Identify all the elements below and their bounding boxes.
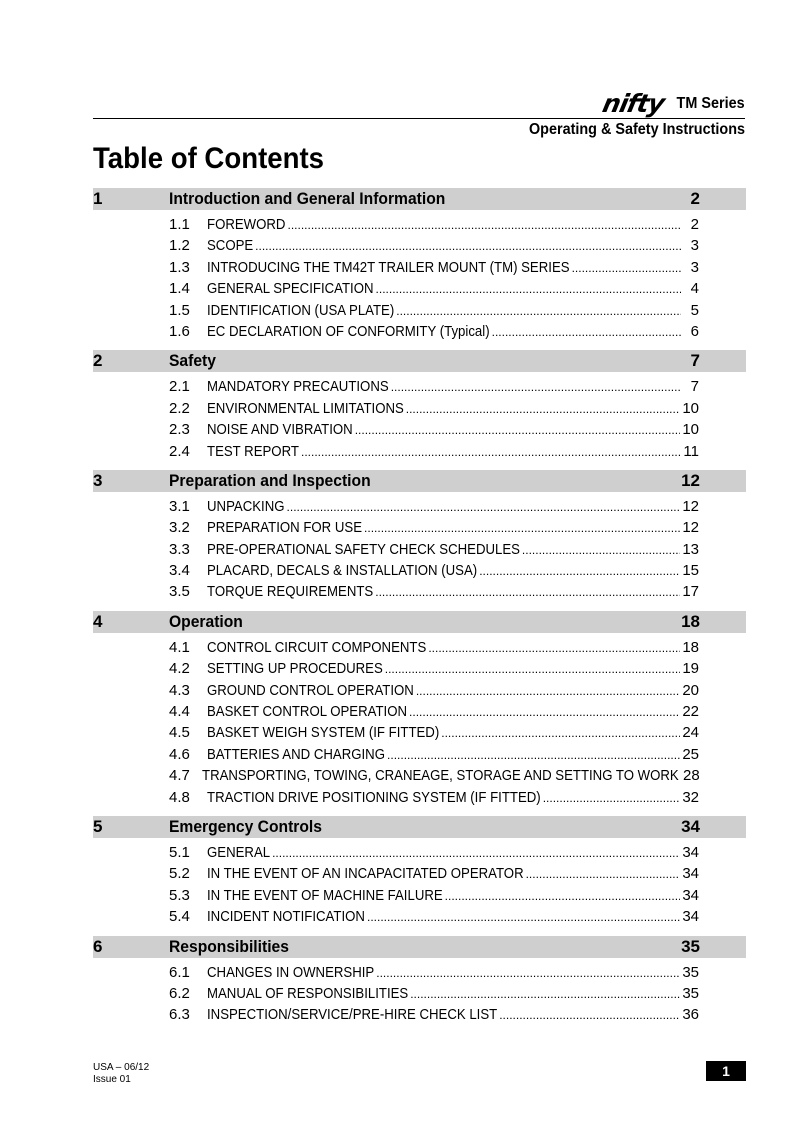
toc-section <box>93 350 746 470</box>
toc-entry[interactable] <box>169 378 699 399</box>
entry-number: 2.1 <box>169 378 190 396</box>
entry-page: 34 <box>682 865 699 883</box>
entry-number: 4.4 <box>169 703 190 721</box>
entry-number: 6.1 <box>169 963 190 981</box>
entry-number: 5.1 <box>169 843 190 861</box>
dot-leader <box>364 521 680 535</box>
entry-page: 18 <box>682 638 699 656</box>
entry-number: 3.3 <box>169 540 190 558</box>
entry-title: BATTERIES AND CHARGING <box>207 745 385 763</box>
entry-title: CHANGES IN OWNERSHIP <box>207 963 375 981</box>
entry-page: 19 <box>682 660 699 678</box>
entry-page: 34 <box>682 908 699 926</box>
entry-number: 2.4 <box>169 442 190 460</box>
toc-entry[interactable] <box>169 259 699 280</box>
toc-entry[interactable] <box>169 400 699 421</box>
section-title: Preparation and Inspection <box>169 470 371 490</box>
entry-number: 1.6 <box>169 322 190 340</box>
entry-number: 4.2 <box>169 660 190 678</box>
toc-entry[interactable] <box>169 421 699 442</box>
entry-page: 5 <box>690 301 699 319</box>
entry-title: TRACTION DRIVE POSITIONING SYSTEM (IF FITTED) <box>207 788 541 806</box>
toc-entry[interactable] <box>169 844 699 865</box>
entry-title: TORQUE REQUIREMENTS <box>207 583 374 601</box>
toc-entry[interactable] <box>169 583 699 604</box>
toc-section <box>93 936 746 1034</box>
dot-leader <box>376 966 680 980</box>
entry-page: 13 <box>682 540 699 558</box>
entry-number: 3.4 <box>169 562 190 580</box>
entry-number: 4.1 <box>169 638 190 656</box>
entry-page: 36 <box>682 1006 699 1024</box>
toc-entry[interactable] <box>169 767 699 788</box>
section-heading[interactable] <box>93 816 746 838</box>
toc-entry[interactable] <box>169 724 699 745</box>
dot-leader <box>376 282 681 296</box>
section-title: Introduction and General Information <box>169 189 446 208</box>
footer-region-date: USA – 06/12 <box>93 1062 150 1073</box>
toc-entry[interactable] <box>169 562 699 583</box>
entry-number: 1.2 <box>169 237 190 255</box>
entry-page: 3 <box>690 258 699 276</box>
dot-leader <box>445 889 681 903</box>
dot-leader <box>409 705 680 719</box>
entry-page: 34 <box>682 843 699 861</box>
entry-number: 5.2 <box>169 865 190 883</box>
section-number: 6 <box>93 936 103 956</box>
brand-row <box>93 89 745 118</box>
series-label: TM Series <box>676 95 745 112</box>
dot-leader <box>375 585 680 599</box>
dot-leader <box>391 380 681 394</box>
entry-page: 2 <box>690 216 699 233</box>
entry-title: MANUAL OF RESPONSIBILITIES <box>207 984 409 1002</box>
entry-page: 25 <box>682 745 699 763</box>
entry-page: 10 <box>682 421 699 439</box>
section-heading[interactable] <box>93 470 746 492</box>
entry-title: INSPECTION/SERVICE/PRE-HIRE CHECK LIST <box>207 1006 498 1024</box>
dot-leader <box>543 791 681 805</box>
entry-page: 3 <box>690 237 699 255</box>
dot-leader <box>387 748 680 762</box>
entry-title: BASKET CONTROL OPERATION <box>207 703 407 721</box>
toc-entry[interactable] <box>169 498 699 519</box>
toc-entry[interactable] <box>169 887 699 908</box>
entry-number: 6.2 <box>169 984 190 1002</box>
section-page: 2 <box>690 189 700 208</box>
section-number: 1 <box>93 189 103 208</box>
dot-leader <box>499 1008 680 1022</box>
entry-title: IN THE EVENT OF AN INCAPACITATED OPERATOR <box>207 865 524 883</box>
entry-number: 4.8 <box>169 788 190 806</box>
toc-entry[interactable] <box>169 519 699 540</box>
entry-title: INCIDENT NOTIFICATION <box>207 908 365 926</box>
header-rule <box>93 118 745 119</box>
document-subtitle: Operating & Safety Instructions <box>528 121 745 138</box>
entry-number: 3.2 <box>169 519 190 537</box>
entry-title: GENERAL SPECIFICATION <box>207 280 374 298</box>
dot-leader <box>396 304 681 318</box>
entry-page: 7 <box>690 378 699 396</box>
entry-page: 15 <box>682 562 699 580</box>
section-page: 34 <box>681 816 700 836</box>
entry-number: 1.5 <box>169 301 190 319</box>
entry-title: MANDATORY PRECAUTIONS <box>207 378 389 396</box>
entry-page: 6 <box>690 322 699 340</box>
section-title: Operation <box>169 611 243 631</box>
dot-leader <box>255 239 681 253</box>
toc-entry[interactable] <box>169 443 699 464</box>
entry-title: BASKET WEIGH SYSTEM (IF FITTED) <box>207 724 440 742</box>
table-of-contents <box>93 188 746 1034</box>
toc-entry[interactable] <box>169 908 699 929</box>
entry-page: 20 <box>682 681 699 699</box>
entry-number: 6.3 <box>169 1006 190 1024</box>
toc-entry[interactable] <box>169 682 699 703</box>
toc-entry[interactable] <box>169 789 699 810</box>
toc-entry[interactable] <box>169 746 699 767</box>
entry-page: 17 <box>682 583 699 601</box>
section-title: Responsibilities <box>169 936 289 956</box>
entry-page: 34 <box>682 886 699 904</box>
section-number: 5 <box>93 816 103 836</box>
dot-leader <box>522 543 680 557</box>
entry-page: 4 <box>690 280 699 298</box>
section-heading[interactable] <box>93 188 746 210</box>
nifty-logo: nifty <box>599 89 667 118</box>
entry-number: 4.5 <box>169 724 190 742</box>
footer-issue: Issue 01 <box>93 1074 131 1085</box>
entry-title: TEST REPORT <box>207 442 299 460</box>
section-number: 4 <box>93 611 103 631</box>
section-number: 2 <box>93 351 103 371</box>
section-title: Safety <box>169 351 216 371</box>
dot-leader <box>479 564 680 578</box>
entry-title: CONTROL CIRCUIT COMPONENTS <box>207 638 427 656</box>
dot-leader <box>492 325 681 339</box>
entry-number: 4.6 <box>169 745 190 763</box>
dot-leader <box>355 423 681 437</box>
dot-leader <box>272 846 680 860</box>
section-title: Emergency Controls <box>169 816 322 836</box>
toc-entry[interactable] <box>169 703 699 724</box>
dot-leader <box>367 910 680 924</box>
entry-title: FOREWORD <box>207 216 286 233</box>
dot-leader <box>526 867 681 881</box>
entry-number: 2.2 <box>169 399 190 417</box>
dot-leader <box>406 402 681 416</box>
entry-page: 32 <box>682 788 699 806</box>
entry-title: GROUND CONTROL OPERATION <box>207 681 414 699</box>
entry-title: SCOPE <box>207 237 254 255</box>
entry-number: 5.3 <box>169 886 190 904</box>
dot-leader <box>410 987 680 1001</box>
entry-page: 24 <box>682 724 699 742</box>
toc-entry[interactable] <box>169 280 699 301</box>
section-page: 18 <box>681 611 700 631</box>
entry-number: 3.5 <box>169 583 190 601</box>
section-number: 3 <box>93 470 103 490</box>
entry-page: 22 <box>682 703 699 721</box>
entry-title: TRANSPORTING, TOWING, CRANEAGE, STORAGE AND SETTING TO WORK <box>202 767 680 785</box>
entry-title: IDENTIFICATION (USA PLATE) <box>207 301 395 319</box>
toc-entry[interactable] <box>169 237 699 258</box>
entry-title: PRE-OPERATIONAL SAFETY CHECK SCHEDULES <box>207 540 520 558</box>
toc-entry[interactable] <box>169 639 699 660</box>
section-page: 7 <box>690 351 700 371</box>
entry-number: 3.1 <box>169 497 190 515</box>
dot-leader <box>416 684 680 698</box>
toc-entry[interactable] <box>169 216 699 237</box>
entry-number: 1.1 <box>169 216 190 233</box>
toc-entry[interactable] <box>169 660 699 681</box>
toc-entry[interactable] <box>169 541 699 562</box>
section-page: 35 <box>681 936 700 956</box>
entry-number: 1.3 <box>169 258 190 276</box>
entry-page: 35 <box>682 984 699 1002</box>
dot-leader <box>441 726 680 740</box>
section-heading[interactable] <box>93 936 746 958</box>
entry-number: 4.3 <box>169 681 190 699</box>
page-header <box>93 89 745 139</box>
entry-title: INTRODUCING THE TM42T TRAILER MOUNT (TM) SERIES <box>207 258 570 276</box>
toc-entry[interactable] <box>169 865 699 886</box>
dot-leader <box>288 218 682 232</box>
dot-leader <box>428 641 680 655</box>
entry-title: GENERAL <box>207 843 271 861</box>
entry-title: UNPACKING <box>207 497 285 515</box>
dot-leader <box>301 445 681 459</box>
entry-page: 12 <box>682 497 699 515</box>
dot-leader <box>572 261 681 275</box>
entry-number: 2.3 <box>169 421 190 439</box>
toc-section <box>93 611 746 816</box>
toc-section <box>93 816 746 936</box>
entry-number: 1.4 <box>169 280 190 298</box>
dot-leader <box>385 662 681 676</box>
entry-title: NOISE AND VIBRATION <box>207 421 353 439</box>
entry-number: 4.7 <box>169 767 190 785</box>
footer-info <box>93 1062 149 1086</box>
entry-title: IN THE EVENT OF MACHINE FAILURE <box>207 886 443 904</box>
entry-page: 28 <box>683 767 700 785</box>
toc-section <box>93 470 746 611</box>
entry-number: 5.4 <box>169 908 190 926</box>
toc-entry[interactable] <box>169 1006 699 1027</box>
entry-title: PLACARD, DECALS & INSTALLATION (USA) <box>207 562 478 580</box>
entry-title: EC DECLARATION OF CONFORMITY (Typical) <box>207 322 490 340</box>
entry-title: ENVIRONMENTAL LIMITATIONS <box>207 399 404 417</box>
dot-leader <box>287 500 681 514</box>
entry-page: 11 <box>683 442 699 460</box>
page-number: 1 <box>706 1061 746 1081</box>
section-heading[interactable] <box>93 611 746 633</box>
toc-entry[interactable] <box>169 985 699 1006</box>
toc-entry[interactable] <box>169 964 699 985</box>
entry-page: 10 <box>682 399 699 417</box>
toc-entry[interactable] <box>169 302 699 323</box>
entry-page: 35 <box>682 963 699 981</box>
toc-section <box>93 188 746 350</box>
section-page: 12 <box>681 470 700 490</box>
entry-page: 12 <box>682 519 699 537</box>
toc-entry[interactable] <box>169 323 699 344</box>
entry-title: SETTING UP PROCEDURES <box>207 660 383 678</box>
section-heading[interactable] <box>93 350 746 372</box>
page-title: Table of Contents <box>93 142 325 175</box>
entry-title: PREPARATION FOR USE <box>207 519 363 537</box>
